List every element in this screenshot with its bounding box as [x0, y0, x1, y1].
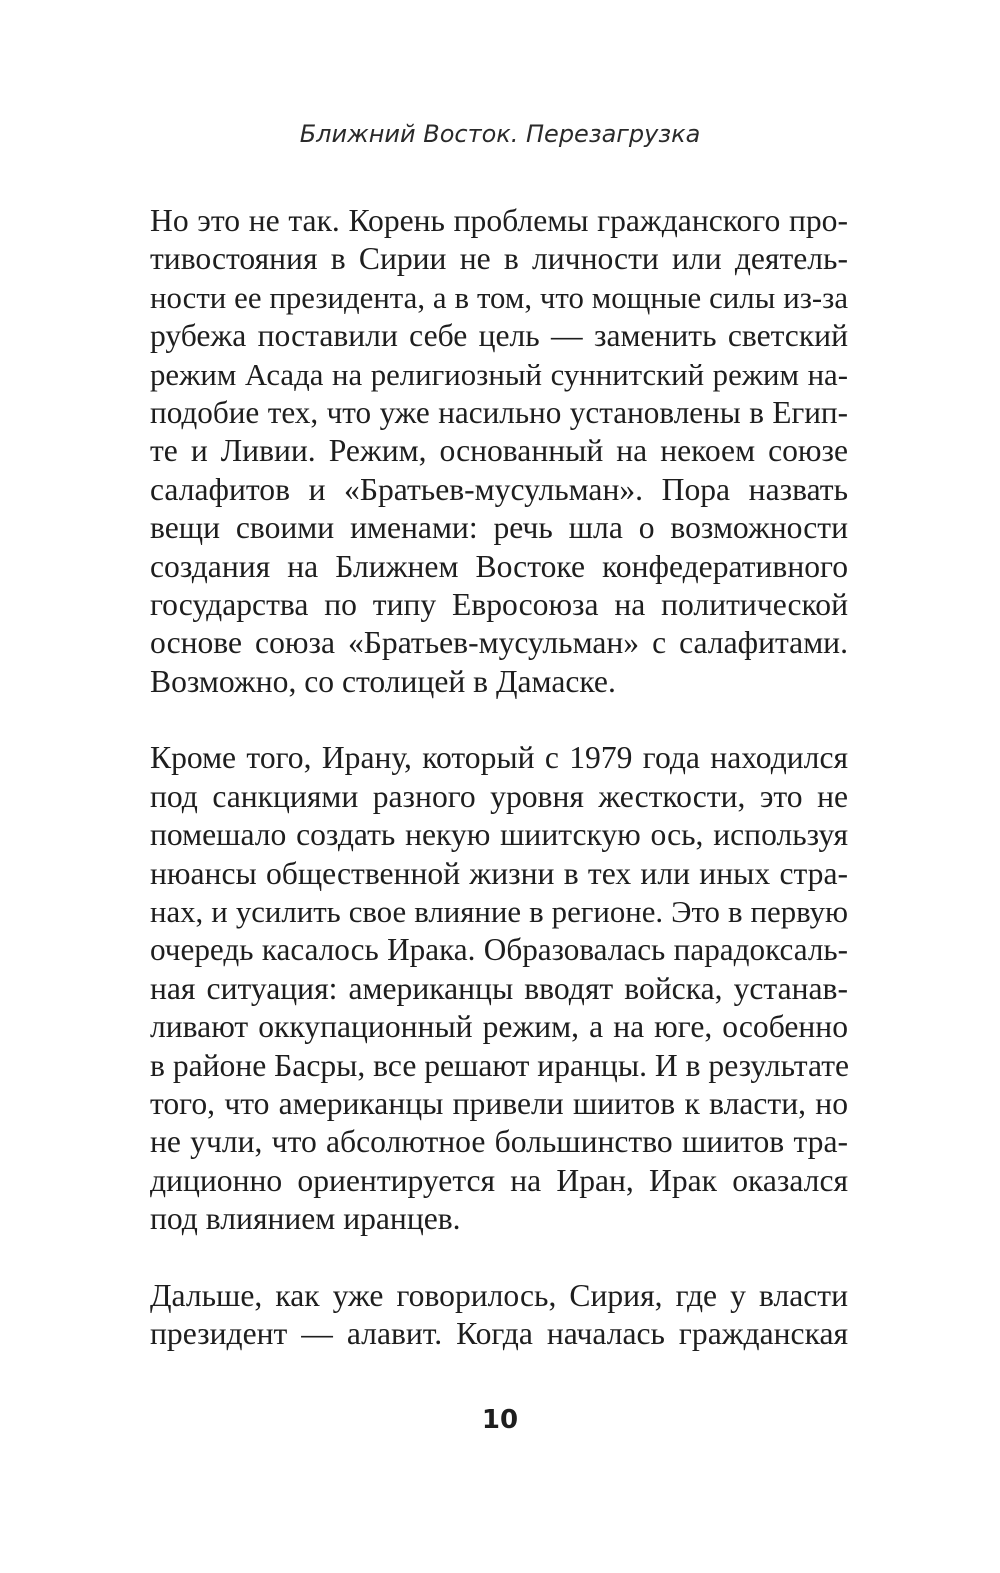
paragraph — [150, 1277, 848, 1354]
text-line: салафитов и «Братьев-мусульман». Пора назвать — [150, 471, 848, 507]
text-line: вещи своими именами: речь шла о возможности — [150, 510, 848, 546]
text-line: режим Асада на религиозный суннитский режим на- — [150, 357, 848, 392]
running-header: Ближний Восток. Перезагрузка — [299, 120, 701, 148]
text-line: диционно ориентируется на Иран, Ирак оказался — [150, 1162, 848, 1198]
text-line: тивостояния в Сирии не в личности или деятель- — [150, 241, 848, 277]
text-line: создания на Ближнем Востоке конфедеративного — [150, 548, 848, 584]
text-line: ная ситуация: американцы вводят войска, устанав- — [150, 970, 848, 1006]
text-line: ности ее президента, а в том, что мощные силы из-за — [150, 280, 848, 315]
body-text — [150, 202, 848, 1392]
text-line: основе союза «Братьев-мусульман» с салафитами. — [150, 625, 848, 661]
text-line: подобие тех, что уже насильно установлены в Егип- — [150, 394, 848, 430]
text-line: под влиянием иранцев. — [150, 1201, 461, 1237]
text-line: нюансы общественной жизни в тех или иных стра- — [150, 855, 848, 891]
text-line: того, что американцы привели шиитов к власти, но — [150, 1085, 848, 1121]
paragraph — [150, 739, 848, 1238]
text-line: Но это не так. Корень проблемы гражданского про- — [150, 203, 848, 238]
text-line: президент — алавит. Когда началась гражданская — [150, 1316, 848, 1352]
text-line: не учли, что абсолютное большинство шиитов тра- — [150, 1124, 848, 1160]
text-line: помешало создать некую шиитскую ось, используя — [150, 817, 848, 853]
text-line: очередь касалось Ирака. Образовалась парадоксаль- — [150, 932, 848, 968]
text-line: Кроме того, Ирану, который с 1979 года находился — [150, 740, 848, 776]
text-line: Дальше, как уже говорилось, Сирия, где у власти — [150, 1277, 848, 1313]
text-line: рубежа поставили себе цель — заменить светский — [150, 318, 848, 354]
text-line: ливают оккупационный режим, а на юге, особенно — [150, 1009, 848, 1045]
text-line: под санкциями разного уровня жесткости, это не — [150, 778, 848, 814]
text-line: Возможно, со столицей в Дамаске. — [150, 663, 616, 699]
paragraph — [150, 202, 848, 701]
text-line: государства по типу Евросоюза на политической — [150, 586, 848, 622]
text-line: нах, и усилить свое влияние в регионе. Это в первую — [150, 895, 848, 930]
page-number: 10 — [481, 1405, 519, 1435]
text-line: те и Ливии. Режим, основанный на некоем союзе — [150, 433, 848, 469]
text-line: в районе Басры, все решают иранцы. И в результате — [150, 1047, 850, 1083]
